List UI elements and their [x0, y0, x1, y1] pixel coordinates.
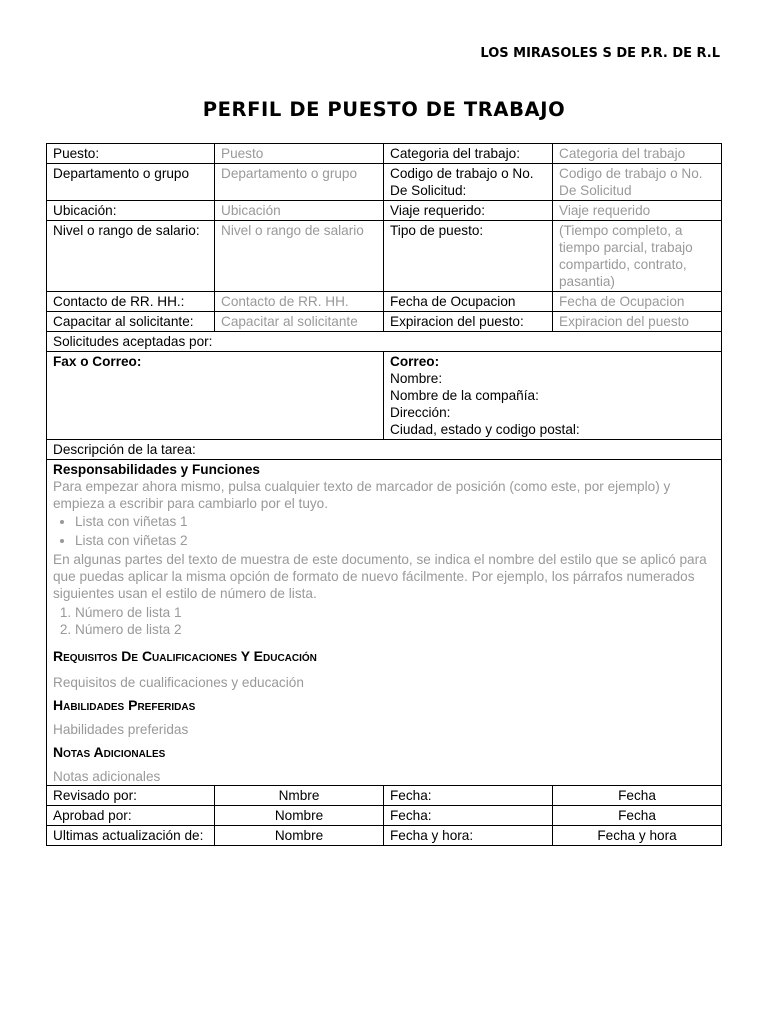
field-actualizacion-fecha[interactable]: Fecha y hora: [553, 826, 722, 846]
page-title: PERFIL DE PUESTO DE TRABAJO: [202, 98, 566, 121]
label-aprobado: Aprobad por:: [47, 806, 215, 826]
field-tipo[interactable]: (Tiempo completo, a tiempo parcial, trabajo compartido, contrato, pasantia): [553, 221, 722, 292]
responsabilidades-para[interactable]: En algunas partes del texto de muestra de este documento, se indica el nombre del estilo que se aplicó para que puedas aplicar la misma opción de formato de nuevo fácilmente. Por ejemplo, los párrafos numerados siguientes usan el estilo de número de lista.: [53, 552, 707, 601]
label-departamento: Departamento o grupo: [47, 164, 215, 201]
label-actualizacion-fecha: Fecha y hora:: [384, 826, 553, 846]
habilidades-heading: Habilidades Preferidas: [53, 697, 196, 713]
label-contacto: Contacto de RR. HH.:: [47, 292, 215, 312]
list-item[interactable]: • Lista con viñetas 2: [75, 532, 715, 549]
requisitos-heading: Requisitos De Cualificaciones Y Educación: [53, 648, 317, 664]
field-aprobado-nombre[interactable]: Nombre: [215, 806, 384, 826]
row-puesto: [47, 144, 722, 164]
row-aprobado: [47, 806, 722, 826]
details-block: [47, 460, 722, 786]
label-puesto: Puesto:: [47, 144, 215, 164]
correo-block: [384, 352, 722, 440]
field-contacto[interactable]: Contacto de RR. HH.: [215, 292, 384, 312]
label-tipo: Tipo de puesto:: [384, 221, 553, 292]
requisitos-text[interactable]: Requisitos de cualificaciones y educación: [53, 675, 304, 690]
label-descripcion: Descripción de la tarea:: [47, 440, 722, 460]
field-departamento[interactable]: Departamento o grupo: [215, 164, 384, 201]
label-revisado: Revisado por:: [47, 786, 215, 806]
label-revisado-fecha: Fecha:: [384, 786, 553, 806]
label-fax-correo: Fax o Correo:: [47, 352, 384, 440]
row-descripcion: [47, 440, 722, 460]
row-actualizacion: [47, 826, 722, 846]
label-ubicacion: Ubicación:: [47, 201, 215, 221]
label-fecha-ocupacion: Fecha de Ocupacion: [384, 292, 553, 312]
row-nivel: [47, 221, 722, 292]
row-solicitudes: [47, 332, 722, 352]
correo-heading: Correo:: [390, 354, 440, 369]
label-nivel: Nivel o rango de salario:: [47, 221, 215, 292]
responsabilidades-heading: Responsabilidades y Funciones: [53, 462, 260, 477]
bullet-list: [53, 513, 715, 549]
correo-ciudad: Ciudad, estado y codigo postal:: [390, 422, 580, 437]
label-capacitar: Capacitar al solicitante:: [47, 312, 215, 332]
row-capacitar: [47, 312, 722, 332]
correo-direccion: Dirección:: [390, 405, 451, 420]
field-codigo[interactable]: Codigo de trabajo o No. De Solicitud: [553, 164, 722, 201]
label-codigo: Codigo de trabajo o No. De Solicitud:: [384, 164, 553, 201]
habilidades-text[interactable]: Habilidades preferidas: [53, 722, 189, 737]
label-categoria: Categoria del trabajo:: [384, 144, 553, 164]
label-viaje: Viaje requerido:: [384, 201, 553, 221]
field-puesto[interactable]: Puesto: [215, 144, 384, 164]
list-item[interactable]: • Lista con viñetas 1: [75, 513, 715, 530]
field-aprobado-fecha[interactable]: Fecha: [553, 806, 722, 826]
list-item[interactable]: 1. Número de lista 1: [75, 604, 715, 621]
correo-nombre: Nombre:: [390, 371, 443, 386]
correo-compania: Nombre de la compañía:: [390, 388, 539, 403]
notas-heading: Notas Adicionales: [53, 744, 166, 760]
row-revisado: [47, 786, 722, 806]
row-ubicacion: [47, 201, 722, 221]
field-nivel[interactable]: Nivel o rango de salario: [215, 221, 384, 292]
label-aprobado-fecha: Fecha:: [384, 806, 553, 826]
row-details: [47, 460, 722, 786]
label-solicitudes: Solicitudes aceptadas por:: [47, 332, 722, 352]
job-profile-table: [46, 143, 722, 846]
field-viaje[interactable]: Viaje requerido: [553, 201, 722, 221]
label-actualizacion: Ultimas actualización de:: [47, 826, 215, 846]
row-contact-methods: [47, 352, 722, 440]
row-departamento: [47, 164, 722, 201]
field-expiracion[interactable]: Expiracion del puesto: [553, 312, 722, 332]
list-item[interactable]: 2. Número de lista 2: [75, 621, 715, 638]
field-categoria[interactable]: Categoria del trabajo: [553, 144, 722, 164]
field-capacitar[interactable]: Capacitar al solicitante: [215, 312, 384, 332]
responsabilidades-intro[interactable]: Para empezar ahora mismo, pulsa cualquier texto de marcador de posición (como este, por ejemplo) y empieza a escribir para cambiarlo por el tuyo.: [53, 479, 671, 511]
field-actualizacion-nombre[interactable]: Nombre: [215, 826, 384, 846]
field-fecha-ocupacion[interactable]: Fecha de Ocupacion: [553, 292, 722, 312]
label-expiracion: Expiracion del puesto:: [384, 312, 553, 332]
numbered-list: [53, 604, 715, 638]
field-revisado-fecha[interactable]: Fecha: [553, 786, 722, 806]
row-contacto: [47, 292, 722, 312]
field-ubicacion[interactable]: Ubicación: [215, 201, 384, 221]
notas-text[interactable]: Notas adicionales: [53, 769, 161, 784]
company-name: LOS MIRASOLES S DE P.R. DE R.L: [480, 46, 720, 61]
field-revisado-nombre[interactable]: Nmbre: [215, 786, 384, 806]
